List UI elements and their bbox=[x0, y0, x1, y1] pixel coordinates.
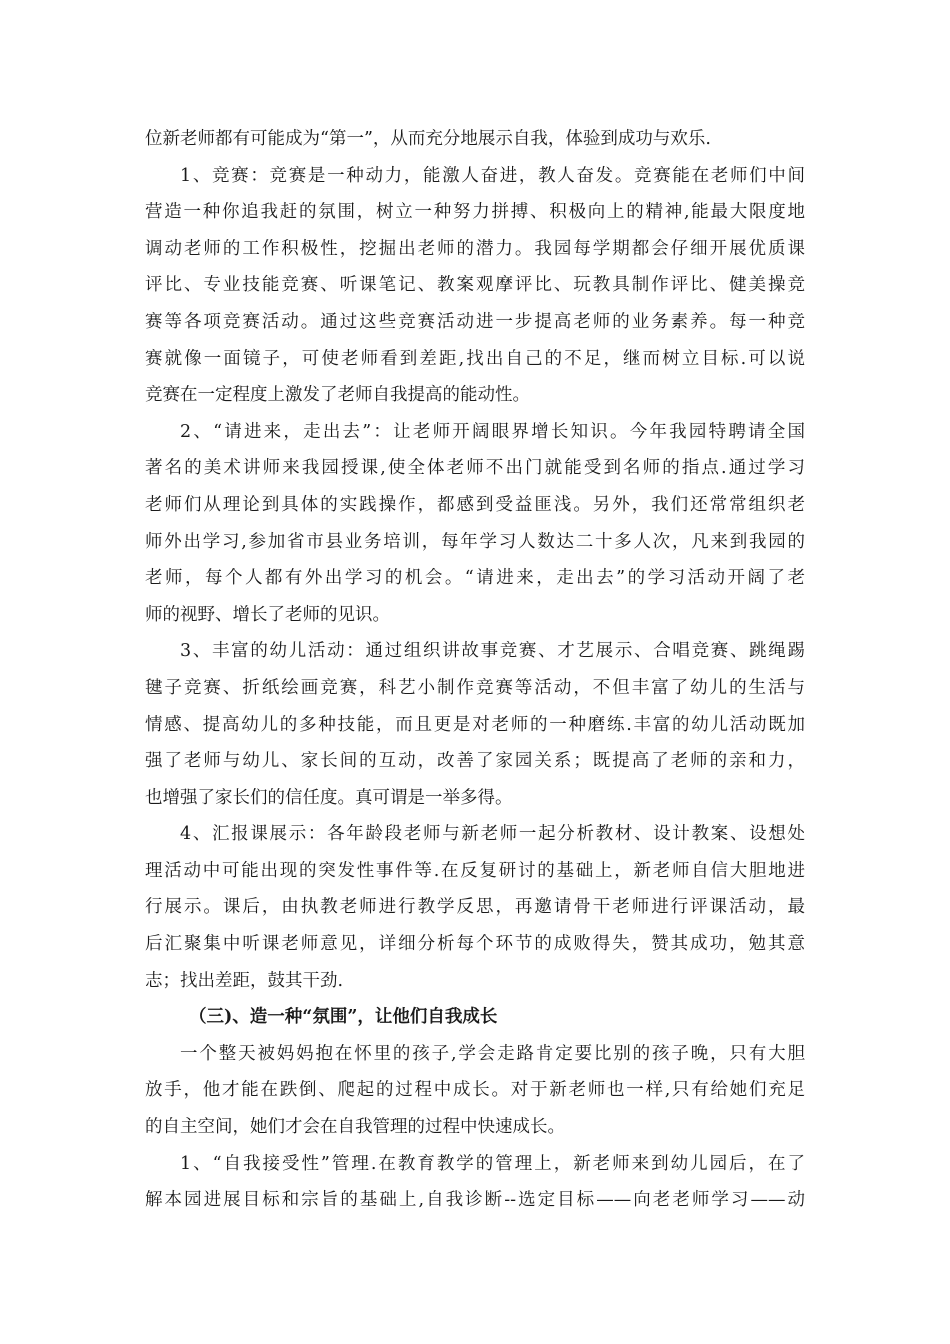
text-line: 也增强了家长们的信任度。真可谓是一举多得。 bbox=[145, 787, 513, 808]
text-line: 毽子竞赛、折纸绘画竞赛，科艺小制作竞赛等活动，不但丰富了幼儿的生活与 bbox=[145, 677, 805, 698]
text-line: 赛就像一面镜子，可使老师看到差距,找出自己的不足，继而树立目标.可以说 bbox=[145, 348, 805, 369]
text-line: 老师们从理论到具体的实践操作，都感到受益匪浅。另外，我们还常常组织老 bbox=[145, 494, 805, 515]
text-line: 竞赛在一定程度上激发了老师自我提高的能动性。 bbox=[145, 385, 530, 406]
text-line: 1、“自我接受性”管理.在教育教学的管理上，新老师来到幼儿园后，在了 bbox=[180, 1153, 805, 1174]
text-line: 一个整天被妈妈抱在怀里的孩子,学会走路肯定要比别的孩子晚，只有大胆 bbox=[180, 1043, 805, 1064]
text-line: 情感、提高幼儿的多种技能，而且更是对老师的一种磨练.丰富的幼儿活动既加 bbox=[145, 714, 805, 735]
section-heading: （三)、造一种“氛围”，让他们自我成长 bbox=[189, 1007, 498, 1028]
text-line: 调动老师的工作积极性，挖掘出老师的潜力。我园每学期都会仔细开展优质课 bbox=[145, 238, 805, 259]
document-body bbox=[145, 121, 805, 1219]
text-line: 志；找出差距，鼓其干劲. bbox=[145, 970, 344, 991]
text-line: 后汇聚集中听课老师意见，详细分析每个环节的成败得失，赞其成功，勉其意 bbox=[145, 934, 805, 955]
text-line: 营造一种你追我赶的氛围，树立一种努力拼搏、积极向上的精神,能最大限度地 bbox=[145, 202, 805, 223]
text-line: 的自主空间，她们才会在自我管理的过程中快速成长。 bbox=[145, 1117, 565, 1138]
text-line: 理活动中可能出现的突发性事件等.在反复研讨的基础上，新老师自信大胆地进 bbox=[145, 860, 805, 881]
text-line: 3、丰富的幼儿活动：通过组织讲故事竞赛、才艺展示、合唱竞赛、跳绳踢 bbox=[180, 641, 805, 662]
text-line: 行展示。课后，由执教老师进行教学反思，再邀请骨干老师进行评课活动，最 bbox=[145, 897, 805, 918]
text-line: 2、“请进来，走出去”：让老师开阔眼界增长知识。今年我园特聘请全国 bbox=[180, 421, 805, 442]
text-line: 解本园进展目标和宗旨的基础上,自我诊断--选定目标——向老老师学习——动 bbox=[145, 1190, 805, 1211]
text-line: 评比、专业技能竞赛、听课笔记、教案观摩评比、玩教具制作评比、健美操竞 bbox=[145, 275, 805, 296]
text-line: 老师，每个人都有外出学习的机会。“请进来，走出去”的学习活动开阔了老 bbox=[145, 568, 805, 589]
text-line: 师外出学习,参加省市县业务培训，每年学习人数达二十多人次，凡来到我园的 bbox=[145, 531, 805, 552]
text-line: 强了老师与幼儿、家长间的互动，改善了家园关系；既提高了老师的亲和力， bbox=[145, 751, 805, 772]
text-line: 1、竞赛：竞赛是一种动力，能激人奋进，教人奋发。竞赛能在老师们中间 bbox=[180, 165, 805, 186]
text-line: 位新老师都有可能成为“第一”，从而充分地展示自我，体验到成功与欢乐. bbox=[145, 129, 711, 149]
text-line: 4、汇报课展示：各年龄段老师与新老师一起分析教材、设计教案、设想处 bbox=[180, 824, 805, 845]
text-line: 放手，他才能在跌倒、爬起的过程中成长。对于新老师也一样,只有给她们充足 bbox=[145, 1080, 805, 1101]
text-line: 师的视野、增长了老师的见识。 bbox=[145, 604, 390, 625]
text-line: 著名的美术讲师来我园授课,使全体老师不出门就能受到名师的指点.通过学习 bbox=[145, 458, 805, 479]
text-line: 赛等各项竞赛活动。通过这些竞赛活动进一步提高老师的业务素养。每一种竞 bbox=[145, 311, 805, 332]
